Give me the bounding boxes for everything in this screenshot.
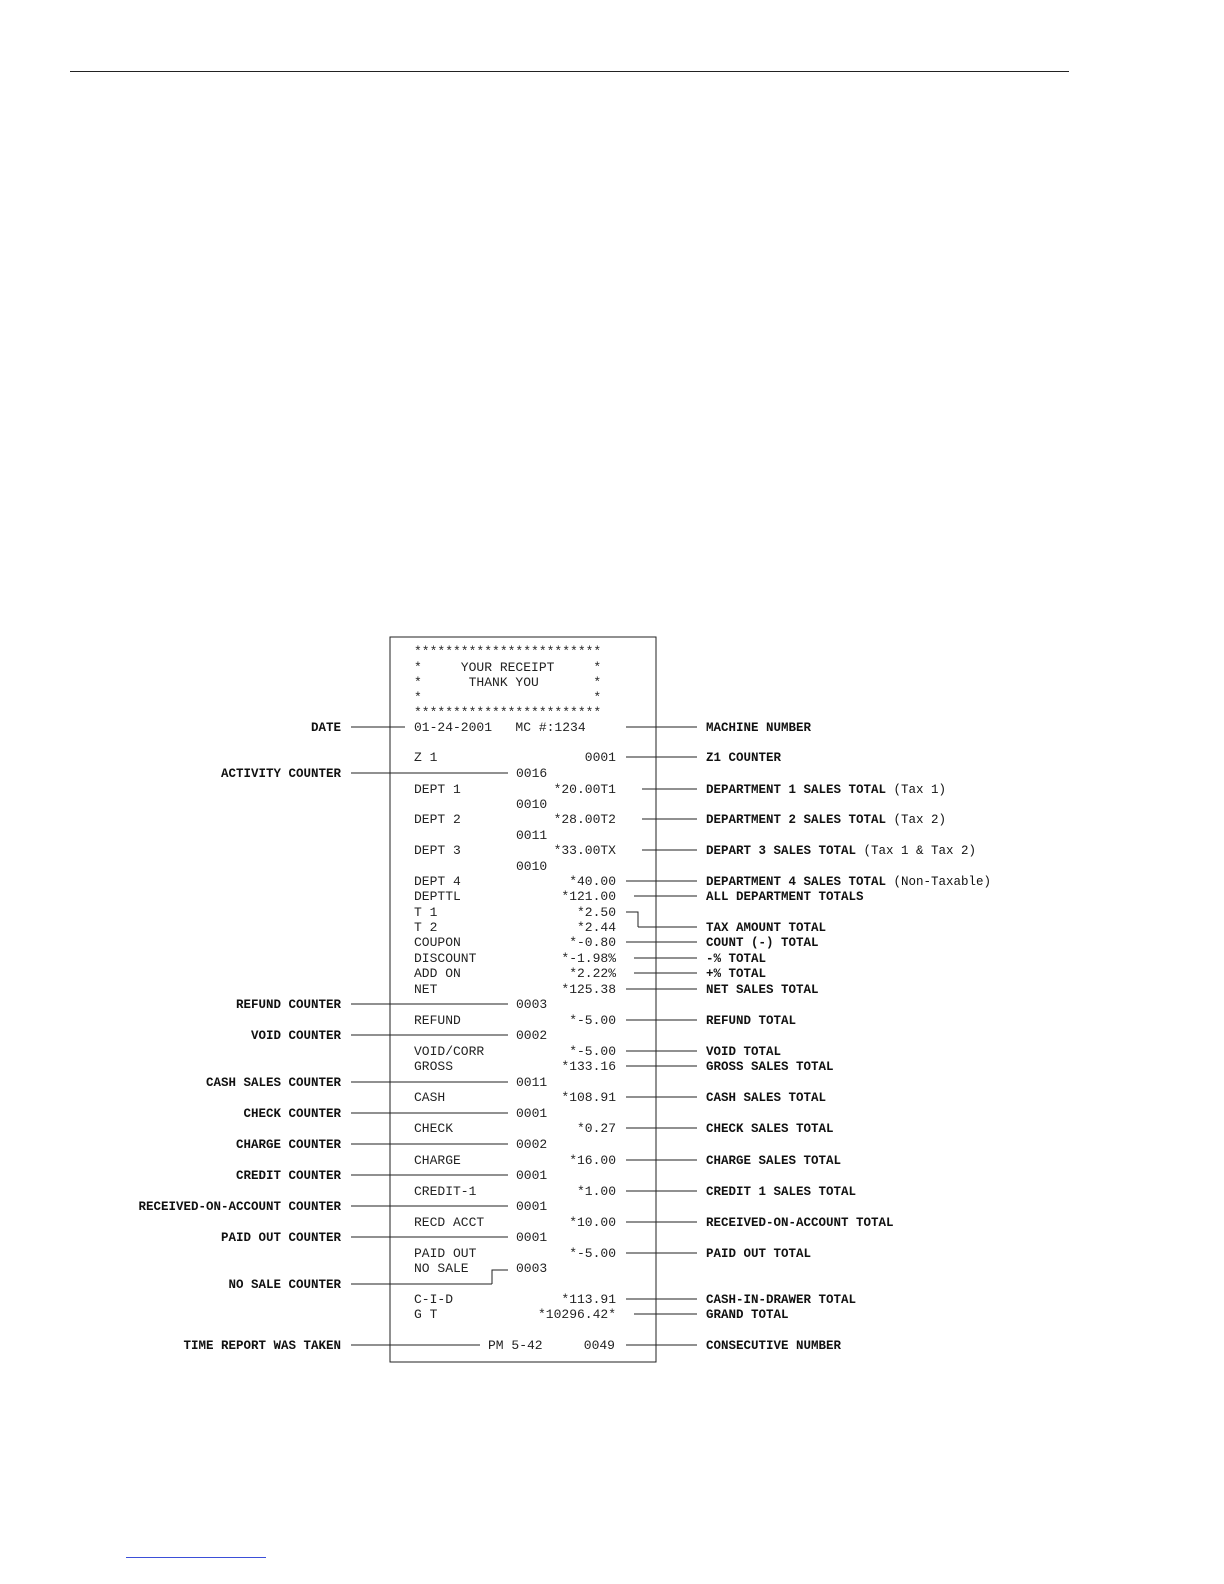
receipt-row-mid: PM 5-42	[488, 1338, 543, 1353]
right-callout-label: CASH-IN-DRAWER TOTAL	[706, 1293, 857, 1307]
receipt-row-right: *20.00T1	[553, 782, 616, 797]
receipt-row-mid: 0003	[516, 1261, 548, 1276]
left-callout-label: NO SALE COUNTER	[228, 1278, 341, 1292]
right-callout-label: -% TOTAL	[706, 952, 767, 966]
receipt-row-right: *2.50	[576, 905, 616, 920]
right-callout-label: REFUND TOTAL	[706, 1014, 797, 1028]
receipt-header-line: * THANK YOU *	[414, 675, 602, 690]
right-callout-label: COUNT (-) TOTAL	[706, 936, 819, 950]
receipt-row-right: *133.16	[561, 1059, 616, 1074]
right-callout-label: GRAND TOTAL	[706, 1308, 789, 1322]
receipt-row-left: T 1	[414, 905, 438, 920]
receipt-row-left: GROSS	[414, 1059, 454, 1074]
receipt-row-right: *40.00	[569, 874, 616, 889]
right-callout-label: CREDIT 1 SALES TOTAL	[706, 1185, 857, 1199]
receipt-row-right: *1.00	[576, 1184, 616, 1199]
right-callout-label: DEPART 3 SALES TOTAL (Tax 1 & Tax 2)	[706, 844, 977, 858]
receipt-row-left: Z 1	[414, 750, 438, 765]
receipt-row-right: *-1.98%	[561, 951, 616, 966]
left-callout-label: DATE	[310, 721, 341, 735]
left-callout-label: TIME REPORT WAS TAKEN	[183, 1339, 341, 1353]
left-callout-label: ACTIVITY COUNTER	[220, 767, 341, 781]
receipt-row-left: RECD ACCT	[414, 1215, 485, 1230]
receipt-row-left: 01-24-2001 MC #:1234	[414, 720, 586, 735]
receipt-row-right: *33.00TX	[553, 843, 616, 858]
right-callout-label: CHARGE SALES TOTAL	[706, 1154, 842, 1168]
receipt-row-left: VOID/CORR	[414, 1044, 485, 1059]
receipt-row-left: PAID OUT	[414, 1246, 477, 1261]
receipt-row-mid: 0001	[516, 1106, 548, 1121]
receipt-header-line: ************************	[414, 644, 602, 659]
right-callout-label: Z1 COUNTER	[706, 751, 782, 765]
receipt-row-mid: 0001	[516, 1168, 548, 1183]
receipt-row-mid: 0010	[516, 797, 548, 812]
receipt-row-left: NET	[414, 982, 438, 997]
right-callout-label: PAID OUT TOTAL	[706, 1247, 812, 1261]
receipt-row-left: DEPT 4	[414, 874, 461, 889]
right-callout-label: MACHINE NUMBER	[706, 721, 812, 735]
receipt-row-right: *2.22%	[569, 966, 616, 981]
receipt-row-left: ADD ON	[414, 966, 461, 981]
receipt-row-right: *108.91	[561, 1090, 616, 1105]
receipt-row-mid: 0002	[516, 1028, 548, 1043]
receipt-row-mid: 0003	[516, 997, 548, 1012]
receipt-row-right: *-5.00	[569, 1246, 616, 1261]
right-callout-label: +% TOTAL	[706, 967, 767, 981]
receipt-row-mid: 0010	[516, 859, 548, 874]
receipt-row-right: *125.38	[561, 982, 616, 997]
footer-link-underline[interactable]	[126, 1557, 266, 1558]
receipt-row-left: C-I-D	[414, 1292, 454, 1307]
receipt-row-right: *-0.80	[569, 935, 616, 950]
receipt-row-mid: 0002	[516, 1137, 548, 1152]
right-callout-label: RECEIVED-ON-ACCOUNT TOTAL	[706, 1216, 894, 1230]
receipt-row-left: CHARGE	[414, 1153, 461, 1168]
receipt-header-line: * *	[414, 690, 602, 705]
right-callout-label: ALL DEPARTMENT TOTALS	[706, 890, 864, 904]
receipt-row-left: CREDIT-1	[414, 1184, 477, 1199]
receipt-row-right: 0049	[583, 1338, 615, 1353]
left-callout-label: CHARGE COUNTER	[235, 1138, 341, 1152]
receipt-row-right: *-5.00	[569, 1044, 616, 1059]
receipt-row-left: REFUND	[414, 1013, 461, 1028]
right-callout-label: CONSECUTIVE NUMBER	[706, 1339, 842, 1353]
receipt-row-right: *0.27	[576, 1121, 616, 1136]
receipt-row-left: G T	[414, 1307, 438, 1322]
receipt-row-right: *121.00	[561, 889, 616, 904]
right-callout-label: GROSS SALES TOTAL	[706, 1060, 834, 1074]
receipt-header-line: ************************	[414, 705, 602, 720]
receipt-row-right: 0001	[584, 750, 616, 765]
right-callout-label: DEPARTMENT 1 SALES TOTAL (Tax 1)	[706, 783, 947, 797]
right-callout-label: DEPARTMENT 4 SALES TOTAL (Non-Taxable)	[706, 875, 992, 889]
receipt-row-left: DEPT 3	[414, 843, 461, 858]
right-callout-label: NET SALES TOTAL	[706, 983, 819, 997]
left-callout-label: CREDIT COUNTER	[235, 1169, 341, 1183]
receipt-row-left: DEPTTL	[414, 889, 461, 904]
receipt-row-right: *113.91	[561, 1292, 616, 1307]
receipt-row-left: CASH	[414, 1090, 446, 1105]
receipt-row-right: *28.00T2	[553, 812, 616, 827]
receipt-row-left: COUPON	[414, 935, 461, 950]
left-callout-label: CHECK COUNTER	[243, 1107, 341, 1121]
receipt-row-mid: 0001	[516, 1230, 548, 1245]
receipt-row-mid: 0016	[516, 766, 548, 781]
receipt-row-mid: 0011	[516, 828, 548, 843]
receipt-row-left: DEPT 1	[414, 782, 461, 797]
receipt-header-line: * YOUR RECEIPT *	[414, 660, 602, 675]
receipt-row-mid: 0011	[516, 1075, 548, 1090]
receipt-row-right: *16.00	[569, 1153, 616, 1168]
receipt-row-left: DEPT 2	[414, 812, 461, 827]
left-callout-label: CASH SALES COUNTER	[205, 1076, 341, 1090]
receipt-row-right: *-5.00	[569, 1013, 616, 1028]
right-callout-label: VOID TOTAL	[706, 1045, 782, 1059]
right-callout-label: CHECK SALES TOTAL	[706, 1122, 834, 1136]
receipt-row-right: *10296.42*	[537, 1307, 616, 1322]
left-callout-label: PAID OUT COUNTER	[220, 1231, 341, 1245]
left-callout-label: VOID COUNTER	[250, 1029, 341, 1043]
receipt-row-left: NO SALE	[414, 1261, 469, 1276]
receipt-row-right: *2.44	[576, 920, 616, 935]
left-callout-label: RECEIVED-ON-ACCOUNT COUNTER	[138, 1200, 341, 1214]
right-callout-label: DEPARTMENT 2 SALES TOTAL (Tax 2)	[706, 813, 947, 827]
right-callout-label: TAX AMOUNT TOTAL	[706, 921, 827, 935]
left-callout-label: REFUND COUNTER	[235, 998, 341, 1012]
right-callout-label: CASH SALES TOTAL	[706, 1091, 827, 1105]
receipt-row-left: CHECK	[414, 1121, 454, 1136]
receipt-row-left: T 2	[414, 920, 438, 935]
receipt-row-mid: 0001	[516, 1199, 548, 1214]
receipt-row-right: *10.00	[569, 1215, 616, 1230]
receipt-row-left: DISCOUNT	[414, 951, 477, 966]
